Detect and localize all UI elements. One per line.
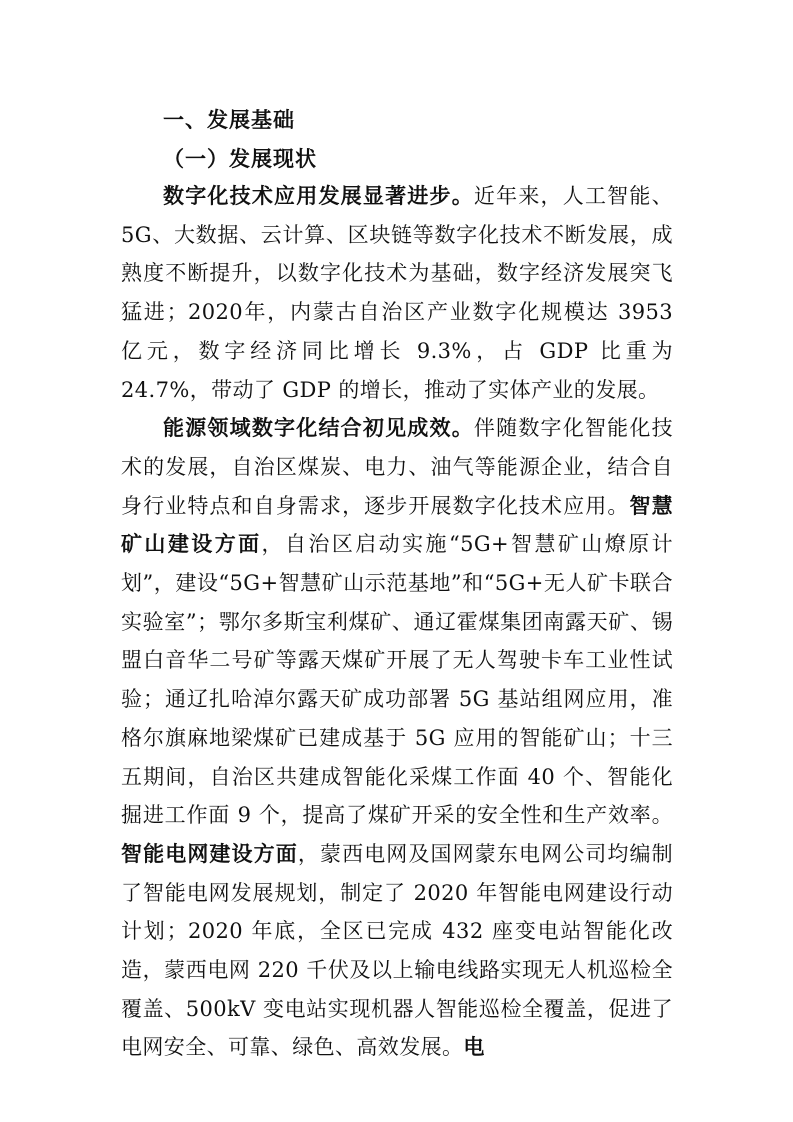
- paragraph-lead: 能源领域数字化结合初见成效。: [163, 416, 474, 441]
- smart-mine-text: ，自治区启动实施“5G+智慧矿山燎原计划”，建设“5G+智慧矿山示范基地”和“5G+无人矿卡联合实验室”；鄂尔多斯宝利煤矿、通辽霍煤集团南露天矿、锡盟白音华二号矿等露天煤矿开展了无人驾驶卡车工业性试验；通辽扎哈淖尔露天矿成功部署 5G 基站组网应用，准格尔旗麻地梁煤矿已建成基于 5G 应用的智能矿山；十三五期间，自治区共建成智能化采煤工作面 40 个、智能化掘进工作面 9 个，提高了煤矿开采的安全性和生产效率。: [121, 532, 673, 828]
- smart-grid-text: ，蒙西电网及国网蒙东电网公司均编制了智能电网发展规划，制定了 2020 年智能电网建设行动计划；2020 年底，全区已完成 432 座变电站智能化改造，蒙西电网 220 千伏及以上输电线路实现无人机巡检全覆盖、500kV 变电站实现机器人智能巡检全覆盖，促进了电网安全、可靠、绿色、高效发展。: [121, 841, 673, 1060]
- paragraph-text: 伴随数字化智能化技术的发展，自治区煤炭、电力、油气等能源企业，结合自身行业特点和自身需求，逐步开展数字化技术应用。: [121, 416, 673, 518]
- paragraph-text: 近年来，人工智能、5G、大数据、云计算、区块链等数字化技术不断发展，成熟度不断提升，以数字化技术为基础，数字经济发展突飞猛进；2020年，内蒙古自治区产业数字化规模达 3953 亿元，数字经济同比增长 9.3%，占 GDP 比重为 24.7%，带动了 GDP 的增长，推动了实体产业的发展。: [121, 184, 673, 402]
- paragraph-lead: 数字化技术应用发展显著进步。: [163, 184, 474, 208]
- smart-mine-lead: 智慧矿山建设方面: [121, 493, 673, 557]
- body-text: [121, 177, 673, 1067]
- subsection-heading: （一）发展现状: [163, 147, 317, 171]
- paragraph-digital-tech: [121, 177, 673, 409]
- next-lead-fragment: 电: [463, 1035, 485, 1060]
- paragraph-energy-digital: [121, 409, 673, 1067]
- section-heading: 一、发展基础: [163, 108, 295, 132]
- smart-grid-lead: 智能电网建设方面: [121, 841, 298, 866]
